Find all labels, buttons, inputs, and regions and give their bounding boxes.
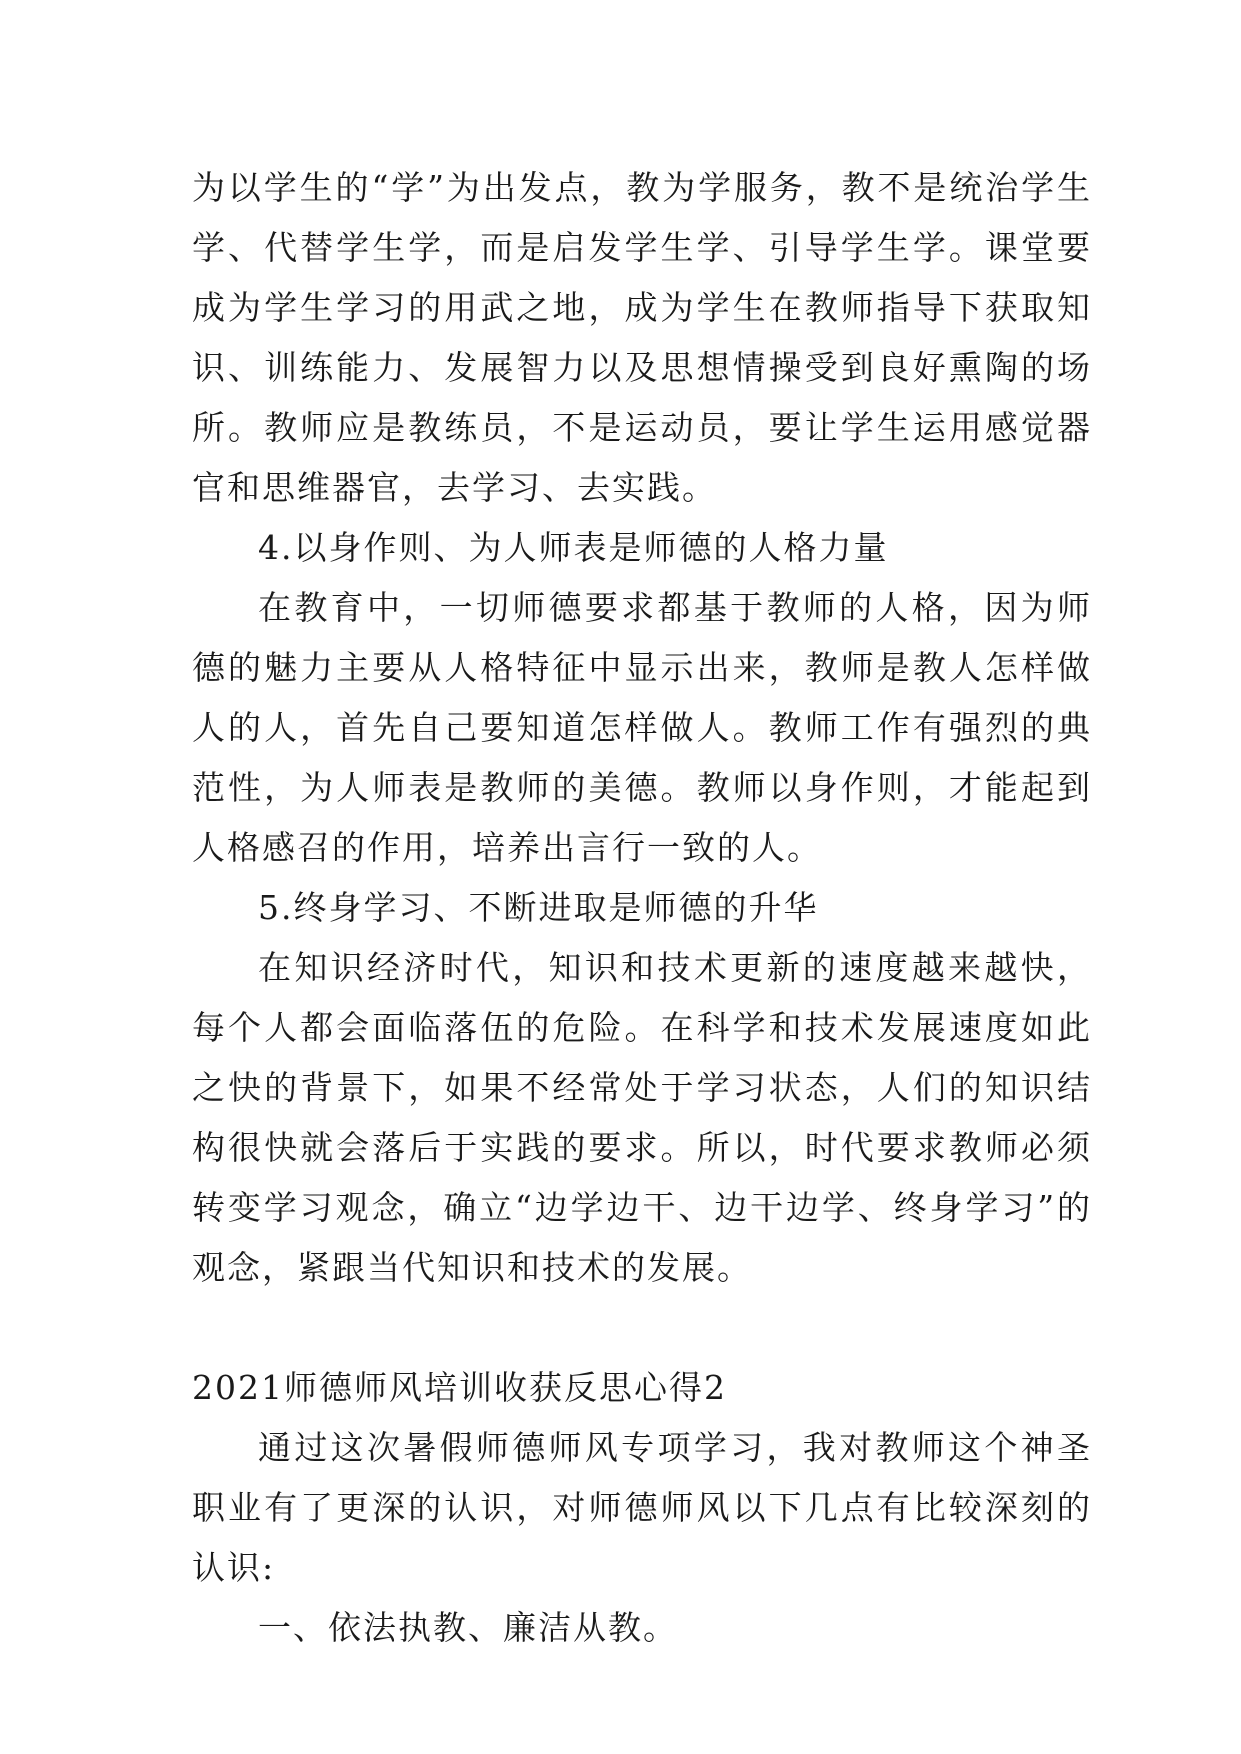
paragraph: 为以学生的“学”为出发点，教为学服务，教不是统治学生学、代替学生学，而是启发学生学、引导学生学。课堂要成为学生学习的用武之地，成为学生在教师指导下获取知识、训练能力、发展智力以及思想情操受到良好熏陶的场所。教师应是教练员，不是运动员，要让学生运用感觉器官和思维器官，去学习、去实践。: [192, 168, 1092, 507]
paragraph: 在知识经济时代，知识和技术更新的速度越来越快，每个人都会面临落伍的危险。在科学和技术发展速度如此之快的背景下，如果不经常处于学习状态，人们的知识结构很快就会落后于实践的要求。所以，时代要求教师必须转变学习观念，确立“边学边干、边干边学、终身学习”的观念，紧跟当代知识和技术的发展。: [192, 948, 1092, 1287]
paragraph: 在教育中，一切师德要求都基于教师的人格，因为师德的魅力主要从人格特征中显示出来，教师是教人怎样做人的人，首先自己要知道怎样做人。教师工作有强烈的典范性，为人师表是教师的美德。教师以身作则，才能起到人格感召的作用，培养出言行一致的人。: [192, 588, 1092, 867]
section-title: 2021师德师风培训收获反思心得2: [192, 1368, 727, 1407]
subheading: 5.终身学习、不断进取是师德的升华: [258, 888, 819, 927]
subheading: 一、依法执教、廉洁从教。: [258, 1608, 678, 1647]
subheading: 4.以身作则、为人师表是师德的人格力量: [258, 528, 889, 567]
document-body: [192, 158, 1092, 1658]
paragraph: 通过这次暑假师德师风专项学习，我对教师这个神圣职业有了更深的认识，对师德师风以下几点有比较深刻的认识:: [192, 1428, 1092, 1587]
